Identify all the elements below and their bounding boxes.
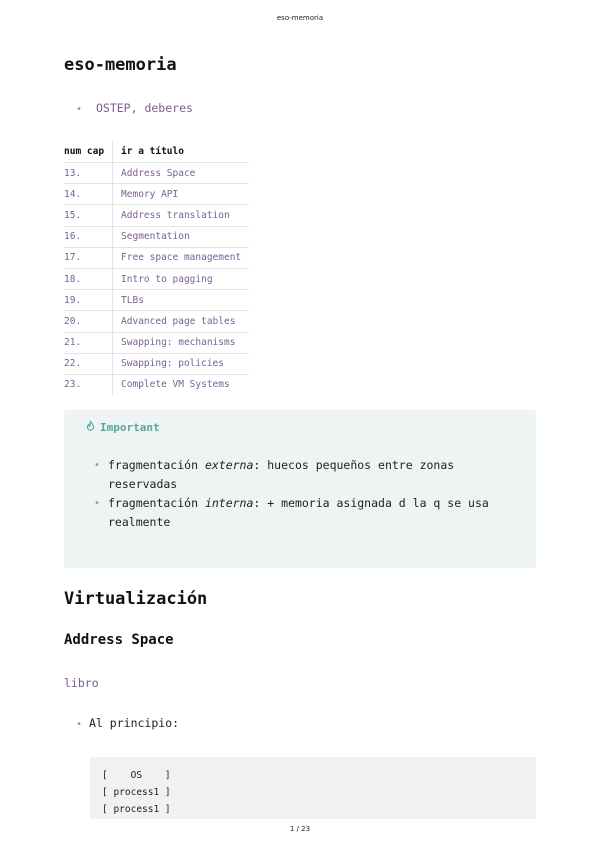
table-row [64, 353, 249, 374]
document-title: eso-memoria [64, 55, 177, 75]
table-row [64, 268, 249, 289]
chapter-number: 21. [64, 332, 113, 353]
callout-item-text: fragmentación [108, 496, 205, 510]
chapter-number: 17. [64, 247, 113, 268]
deberes-link[interactable]: deberes [144, 101, 193, 115]
ostep-link[interactable]: OSTEP [95, 101, 131, 115]
link-separator: , [130, 101, 145, 115]
callout-title-text: Important [100, 421, 160, 434]
chapter-link[interactable]: Address Space [113, 163, 250, 184]
chapter-link[interactable]: Advanced page tables [113, 311, 250, 332]
callout-item-text: fragmentación [108, 458, 205, 472]
table-row [64, 247, 249, 268]
chapters-table [64, 141, 249, 395]
flame-icon [84, 420, 97, 433]
table-row [64, 311, 249, 332]
table-row [64, 290, 249, 311]
chapter-link[interactable]: Swapping: mechanisms [113, 332, 250, 353]
callout-item-emphasis: interna [204, 496, 254, 510]
table-header-row [64, 141, 249, 163]
chapter-number: 13. [64, 163, 113, 184]
header-num-cap: num cap [64, 141, 113, 163]
table-row [64, 163, 249, 184]
chapter-link[interactable]: TLBs [113, 290, 250, 311]
callout-item [94, 494, 504, 532]
page-number: 1 / 23 [289, 825, 311, 833]
chapter-number: 18. [64, 268, 113, 289]
chapter-number: 19. [64, 290, 113, 311]
chapter-link[interactable]: Swapping: policies [113, 353, 250, 374]
chapter-number: 20. [64, 311, 113, 332]
chapter-link[interactable]: Memory API [113, 184, 250, 205]
chapter-link[interactable]: Address translation [113, 205, 250, 226]
callout-title [84, 420, 160, 434]
callout-item-emphasis: externa [204, 458, 254, 472]
bullet-item: • Al principio: [76, 716, 179, 730]
chapter-number: 22. [64, 353, 113, 374]
table-row [64, 226, 249, 247]
page-header: eso-memoria [276, 14, 324, 22]
chapter-link[interactable]: Intro to pagging [113, 268, 250, 289]
chapter-link[interactable]: Complete VM Systems [113, 374, 250, 395]
important-callout [64, 410, 536, 568]
callout-list [94, 456, 504, 532]
subsection-title: Address Space [64, 632, 174, 648]
chapter-number: 14. [64, 184, 113, 205]
chapter-number: 15. [64, 205, 113, 226]
link-list-item [76, 101, 193, 115]
chapter-number: 16. [64, 226, 113, 247]
table-row [64, 205, 249, 226]
table-row [64, 374, 249, 395]
code-block [90, 757, 536, 819]
table-row [64, 332, 249, 353]
code-text: [ OS ] [ process1 ] [ process1 ] [102, 770, 171, 815]
libro-link[interactable]: libro [64, 676, 99, 690]
section-title: Virtualización [64, 589, 208, 609]
chapter-link[interactable]: Segmentation [113, 226, 250, 247]
chapter-number: 23. [64, 379, 82, 391]
table-row [64, 184, 249, 205]
chapter-link[interactable]: Free space management [113, 247, 250, 268]
callout-item-text: : huecos pequeños entre zonas reservadas [108, 458, 455, 491]
link-list [76, 101, 193, 115]
callout-item-text: : + memoria asignada d la q se usa realmente [108, 496, 489, 529]
callout-item [94, 456, 504, 494]
header-title: ir a título [113, 141, 250, 163]
